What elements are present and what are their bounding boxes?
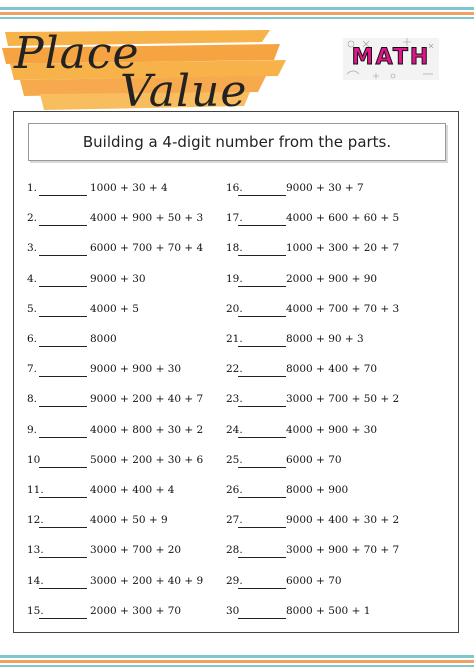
problem-item xyxy=(226,575,456,591)
top-stripe-orange xyxy=(0,12,474,15)
problem-number: 22. xyxy=(226,363,243,376)
answer-blank[interactable] xyxy=(39,316,87,317)
problem-number: 30 xyxy=(226,604,240,617)
problem-item xyxy=(27,544,257,560)
answer-blank[interactable] xyxy=(238,195,286,196)
bottom-stripe-teal-2 xyxy=(0,665,474,667)
problem-item xyxy=(27,182,257,198)
answer-blank[interactable] xyxy=(39,497,87,498)
problem-expression: 6000 + 700 + 70 + 4 xyxy=(90,242,204,255)
problem-expression: 3000 + 200 + 40 + 9 xyxy=(90,574,204,587)
answer-blank[interactable] xyxy=(39,346,87,347)
answer-blank[interactable] xyxy=(39,255,87,256)
answer-blank[interactable] xyxy=(39,557,87,558)
problem-number: 13. xyxy=(27,544,44,557)
problem-expression: 8000 + 90 + 3 xyxy=(286,333,364,345)
problem-expression: 4000 + 5 xyxy=(90,302,139,315)
problem-item xyxy=(226,212,456,228)
answer-blank[interactable] xyxy=(238,286,286,287)
problem-item xyxy=(27,273,257,289)
problem-item xyxy=(226,242,456,258)
problem-expression: 9000 + 400 + 30 + 2 xyxy=(286,514,400,527)
answer-blank[interactable] xyxy=(238,618,286,619)
problem-expression: 8000 + 500 + 1 xyxy=(286,604,371,617)
problem-expression: 5000 + 200 + 30 + 6 xyxy=(90,453,204,466)
problem-number: 2. xyxy=(27,212,38,225)
problem-item xyxy=(27,575,257,591)
problem-number: 28. xyxy=(226,544,243,557)
problem-expression: 6000 + 70 xyxy=(286,453,342,466)
problem-number: 18. xyxy=(226,242,243,255)
answer-blank[interactable] xyxy=(238,255,286,256)
problem-item xyxy=(27,363,257,379)
problem-item xyxy=(27,484,257,500)
problem-number: 3. xyxy=(27,242,38,255)
problem-expression: 4000 + 900 + 50 + 3 xyxy=(90,212,204,225)
worksheet-subtitle: Building a 4-digit number from the parts. xyxy=(82,133,392,151)
problem-expression: 1000 + 300 + 20 + 7 xyxy=(286,242,400,255)
problem-item xyxy=(27,212,257,228)
bottom-stripe-orange xyxy=(0,660,474,663)
problem-number: 7. xyxy=(27,363,38,376)
problem-number: 5. xyxy=(27,302,38,315)
problem-expression: 2000 + 300 + 70 xyxy=(90,604,182,617)
problem-expression: 4000 + 900 + 30 xyxy=(286,423,378,436)
problem-expression: 8000 xyxy=(90,333,117,345)
answer-blank[interactable] xyxy=(39,406,87,407)
answer-blank[interactable] xyxy=(39,376,87,377)
answer-blank[interactable] xyxy=(238,376,286,377)
title-place: Place xyxy=(14,28,140,79)
problem-expression: 8000 + 400 + 70 xyxy=(286,363,378,376)
problem-expression: 1000 + 30 + 4 xyxy=(90,182,168,194)
problem-number: 15. xyxy=(27,604,44,617)
answer-blank[interactable] xyxy=(238,437,286,438)
problem-expression: 3000 + 700 + 20 xyxy=(90,544,182,557)
problem-expression: 9000 + 30 xyxy=(90,272,146,285)
problem-number: 6. xyxy=(27,333,38,345)
problem-number: 21. xyxy=(226,333,243,345)
bottom-stripe-teal xyxy=(0,655,474,658)
problem-item xyxy=(27,514,257,530)
problem-item xyxy=(27,454,257,470)
top-stripe-teal xyxy=(0,7,474,10)
answer-blank[interactable] xyxy=(238,497,286,498)
problem-item xyxy=(226,514,456,530)
problem-item xyxy=(226,273,456,289)
problem-number: 16. xyxy=(226,182,243,194)
problem-item xyxy=(27,424,257,440)
problem-expression: 4000 + 800 + 30 + 2 xyxy=(90,423,204,436)
answer-blank[interactable] xyxy=(238,588,286,589)
problem-item xyxy=(27,303,257,319)
problem-number: 24. xyxy=(226,423,243,436)
problem-item xyxy=(27,333,257,349)
problem-expression: 4000 + 50 + 9 xyxy=(90,514,168,527)
math-word: MATH xyxy=(351,45,431,70)
problem-number: 8. xyxy=(27,393,38,406)
problem-number: 4. xyxy=(27,272,38,285)
problem-number: 14. xyxy=(27,574,44,587)
problem-expression: 9000 + 900 + 30 xyxy=(90,363,182,376)
answer-blank[interactable] xyxy=(39,225,87,226)
answer-blank[interactable] xyxy=(39,527,87,528)
problem-item xyxy=(226,182,456,198)
problem-number: 11. xyxy=(27,484,44,496)
answer-blank[interactable] xyxy=(39,195,87,196)
problem-number: 29. xyxy=(226,574,243,587)
problem-expression: 4000 + 700 + 70 + 3 xyxy=(286,302,400,315)
problem-number: 9. xyxy=(27,423,38,436)
answer-blank[interactable] xyxy=(238,316,286,317)
problem-expression: 6000 + 70 xyxy=(286,574,342,587)
answer-blank[interactable] xyxy=(39,286,87,287)
problem-expression: 9000 + 200 + 40 + 7 xyxy=(90,393,204,406)
problem-item xyxy=(226,303,456,319)
problem-item xyxy=(226,363,456,379)
problem-number: 20. xyxy=(226,302,243,315)
answer-blank[interactable] xyxy=(39,467,87,468)
answer-blank[interactable] xyxy=(238,527,286,528)
problem-number: 10 xyxy=(27,453,41,466)
answer-blank[interactable] xyxy=(39,618,87,619)
problem-number: 12. xyxy=(27,514,44,527)
problem-item xyxy=(226,454,456,470)
problem-expression: 4000 + 400 + 4 xyxy=(90,484,175,496)
problem-item xyxy=(27,242,257,258)
problem-item xyxy=(226,333,456,349)
answer-blank[interactable] xyxy=(238,467,286,468)
problem-expression: 9000 + 30 + 7 xyxy=(286,182,364,194)
answer-blank[interactable] xyxy=(238,557,286,558)
problem-number: 17. xyxy=(226,212,243,225)
problem-number: 23. xyxy=(226,393,243,406)
problem-expression: 3000 + 900 + 70 + 7 xyxy=(286,544,400,557)
math-logo xyxy=(343,38,439,80)
problem-expression: 3000 + 700 + 50 + 2 xyxy=(286,393,400,406)
problem-expression: 2000 + 900 + 90 xyxy=(286,272,378,285)
problem-item xyxy=(27,393,257,409)
problem-item xyxy=(226,393,456,409)
subtitle-box xyxy=(28,123,446,161)
problem-item xyxy=(226,484,456,500)
problem-item xyxy=(226,544,456,560)
problem-item xyxy=(226,605,456,621)
problem-number: 1. xyxy=(27,182,38,194)
answer-blank[interactable] xyxy=(238,406,286,407)
problem-item xyxy=(226,424,456,440)
problem-number: 26. xyxy=(226,484,243,496)
top-stripe-teal-2 xyxy=(0,17,474,19)
answer-blank[interactable] xyxy=(39,437,87,438)
answer-blank[interactable] xyxy=(39,588,87,589)
problem-expression: 8000 + 900 xyxy=(286,484,349,496)
problem-expression: 4000 + 600 + 60 + 5 xyxy=(286,212,400,225)
problem-number: 25. xyxy=(226,453,243,466)
problem-number: 19. xyxy=(226,272,243,285)
answer-blank[interactable] xyxy=(238,346,286,347)
problem-item xyxy=(27,605,257,621)
answer-blank[interactable] xyxy=(238,225,286,226)
problem-number: 27. xyxy=(226,514,243,527)
title-value: Value xyxy=(120,66,248,117)
